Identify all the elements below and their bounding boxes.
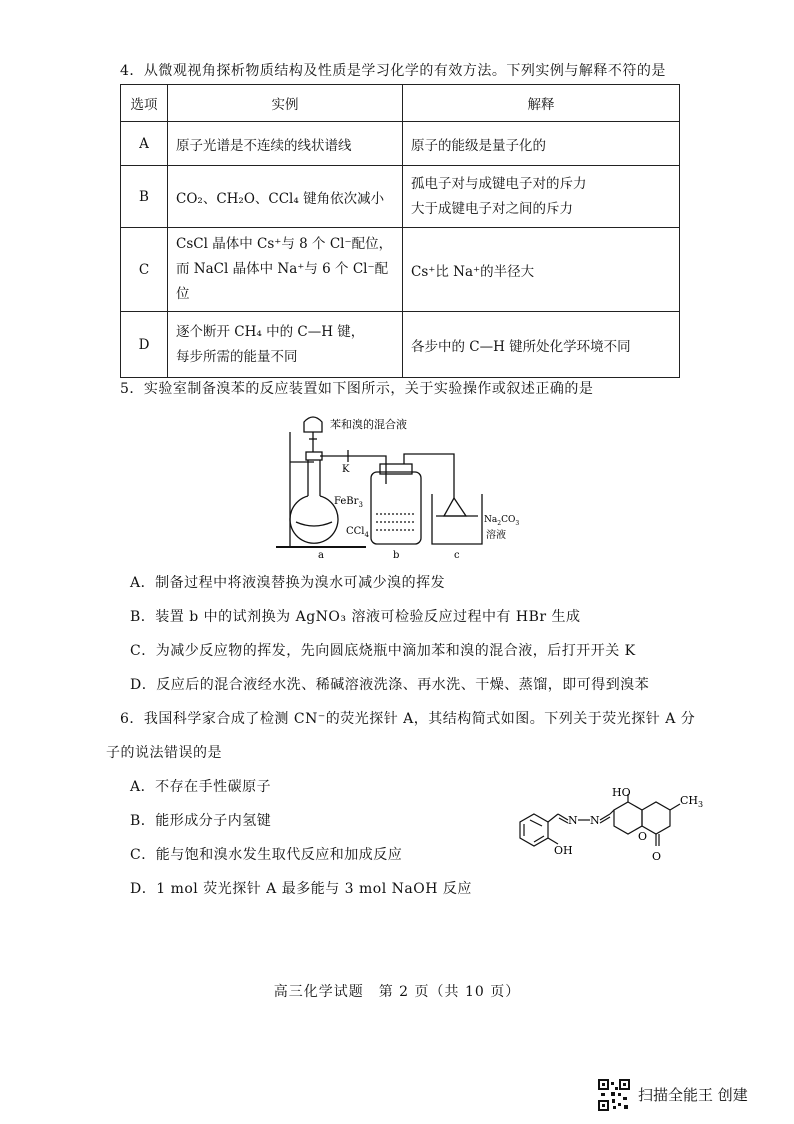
label-na2co3-co: CO (501, 515, 516, 525)
label-ccl4-main: CCl (346, 526, 365, 537)
row-example (168, 122, 403, 166)
label-ho-top: HO (612, 788, 631, 799)
dropping-funnel (304, 417, 322, 432)
table-row (121, 122, 680, 166)
scanner-watermark: 扫描全能王 创建 (638, 1086, 748, 1104)
q5-option-d: D．反应后的混合液经水洗、稀碱溶液洗涤、再水洗、干燥、蒸馏，即可得到溴苯 (130, 677, 650, 693)
row-explanation (403, 228, 680, 312)
round-bottom-flask (290, 496, 338, 543)
label-ch3-sub: 3 (698, 800, 704, 809)
label-k: K (342, 464, 350, 475)
explanation-line: 各步中的 C—H 键所处化学环境不同 (411, 338, 631, 355)
example-part: CO (176, 190, 198, 207)
q5-option-c: C．为减少反应物的挥发，先向圆底烧瓶中滴加苯和溴的混合液，后打开开关 K (130, 643, 636, 659)
label-ch3-main: CH (680, 794, 699, 807)
q4-table (120, 84, 680, 378)
q5-option-a: A．制备过程中将液溴替换为溴水可减少溴的挥发 (130, 575, 446, 591)
header-explanation: 解释 (403, 85, 680, 122)
label-ccl4 (346, 526, 370, 539)
row-option: D (121, 312, 168, 378)
q4-stem: 4．从微观视角探析物质结构及性质是学习化学的有效方法。下列实例与解释不符的是 (120, 63, 666, 79)
example-line: CsCl 晶体中 Cs⁺与 8 个 Cl⁻配位， (176, 236, 393, 252)
label-carbonyl-o: O (652, 850, 662, 863)
example-line: 每步所需的能量不同 (176, 348, 298, 365)
label-na2co3-sub1: 2 (497, 520, 502, 527)
label-n2: N (590, 814, 600, 827)
label-a: a (318, 550, 324, 561)
bond-nc-double (600, 817, 610, 823)
q5-option-b: B．装置 b 中的试剂换为 AgNO₃ 溶液可检验反应过程中有 HBr 生成 (130, 609, 581, 625)
bottle-b (371, 472, 421, 544)
qr-code-icon (598, 1079, 630, 1111)
connecting-tube-bc (404, 454, 454, 498)
q6-stem-line1: 6．我国科学家合成了检测 CN⁻的荧光探针 A，其结构简式如图。下列关于荧光探针 A 分 (120, 711, 696, 727)
bromobenzene-apparatus (276, 412, 536, 562)
bond-ch (548, 814, 558, 822)
bond-nc (600, 814, 610, 820)
example-part: ₂、CH (197, 190, 239, 207)
bond-ch3 (670, 804, 680, 810)
fluorescent-probe-structure (508, 788, 708, 866)
example-line: 逐个断开 CH₄ 中的 C—H 键， (176, 323, 365, 340)
q6-stem-line2: 子的说法错误的是 (106, 745, 222, 761)
label-febr3 (334, 496, 363, 509)
example-line: 而 NaCl 晶体中 Na⁺与 6 个 Cl⁻配位 (176, 261, 389, 302)
row-option: C (121, 228, 168, 312)
example-line: 原子光谱是不连续的线状谱线 (176, 137, 352, 154)
label-b: b (393, 550, 400, 561)
bond-cn (558, 814, 568, 820)
table-row (121, 228, 680, 312)
row-example (168, 166, 403, 228)
row-example (168, 228, 403, 312)
explanation-line: 大于成键电子对之间的斥力 (411, 200, 573, 217)
row-explanation (403, 122, 680, 166)
double-bond (530, 820, 542, 826)
row-explanation (403, 312, 680, 378)
row-option: A (121, 122, 168, 166)
table-row (121, 166, 680, 228)
q6-option-a: A．不存在手性碳原子 (130, 779, 272, 795)
row-option: B (121, 166, 168, 228)
example-part: ₂O、CCl₄ 键角依次减小 (238, 190, 385, 207)
q5-stem: 5．实验室制备溴苯的反应装置如下图所示，关于实验操作或叙述正确的是 (120, 381, 594, 397)
label-na2co3 (484, 515, 519, 527)
page-footer: 高三化学试题 第 2 页（共 10 页） (273, 984, 521, 1000)
q6-option-c: C．能与饱和溴水发生取代反应和加成反应 (130, 847, 403, 863)
q6-option-d: D．1 mol 荧光探针 A 最多能与 3 mol NaOH 反应 (130, 881, 472, 897)
label-ring-o: O (638, 830, 648, 843)
table-header-row (121, 85, 680, 122)
explanation-line: 原子的能级是量子化的 (411, 137, 546, 154)
inverted-funnel (444, 498, 466, 516)
q6-option-b: B．能形成分子内氢键 (130, 813, 272, 829)
explanation-line: 孤电子对与成键电子对的斥力 (411, 175, 587, 192)
label-ccl4-sub: 4 (364, 531, 369, 539)
explanation-line: Cs⁺比 Na⁺的半径大 (411, 263, 535, 280)
header-option: 选项 (121, 85, 168, 122)
row-example (168, 312, 403, 378)
label-febr3-sub: 3 (358, 501, 363, 509)
label-febr3-main: FeBr (334, 496, 359, 507)
label-ch3 (680, 794, 703, 809)
label-c: c (454, 550, 460, 561)
label-na2co3-sub2: 3 (515, 520, 520, 527)
stopper (306, 452, 322, 460)
label-solution: 溶液 (486, 530, 506, 541)
flask-liquid (296, 522, 332, 526)
label-n1: N (568, 814, 578, 827)
label-oh: OH (554, 844, 573, 857)
connecting-tube-ab (320, 456, 386, 484)
row-explanation (403, 166, 680, 228)
table-row (121, 312, 680, 378)
label-na2co3-na: Na (484, 515, 498, 525)
header-example: 实例 (168, 85, 403, 122)
label-mixture: 苯和溴的混合液 (330, 418, 407, 431)
